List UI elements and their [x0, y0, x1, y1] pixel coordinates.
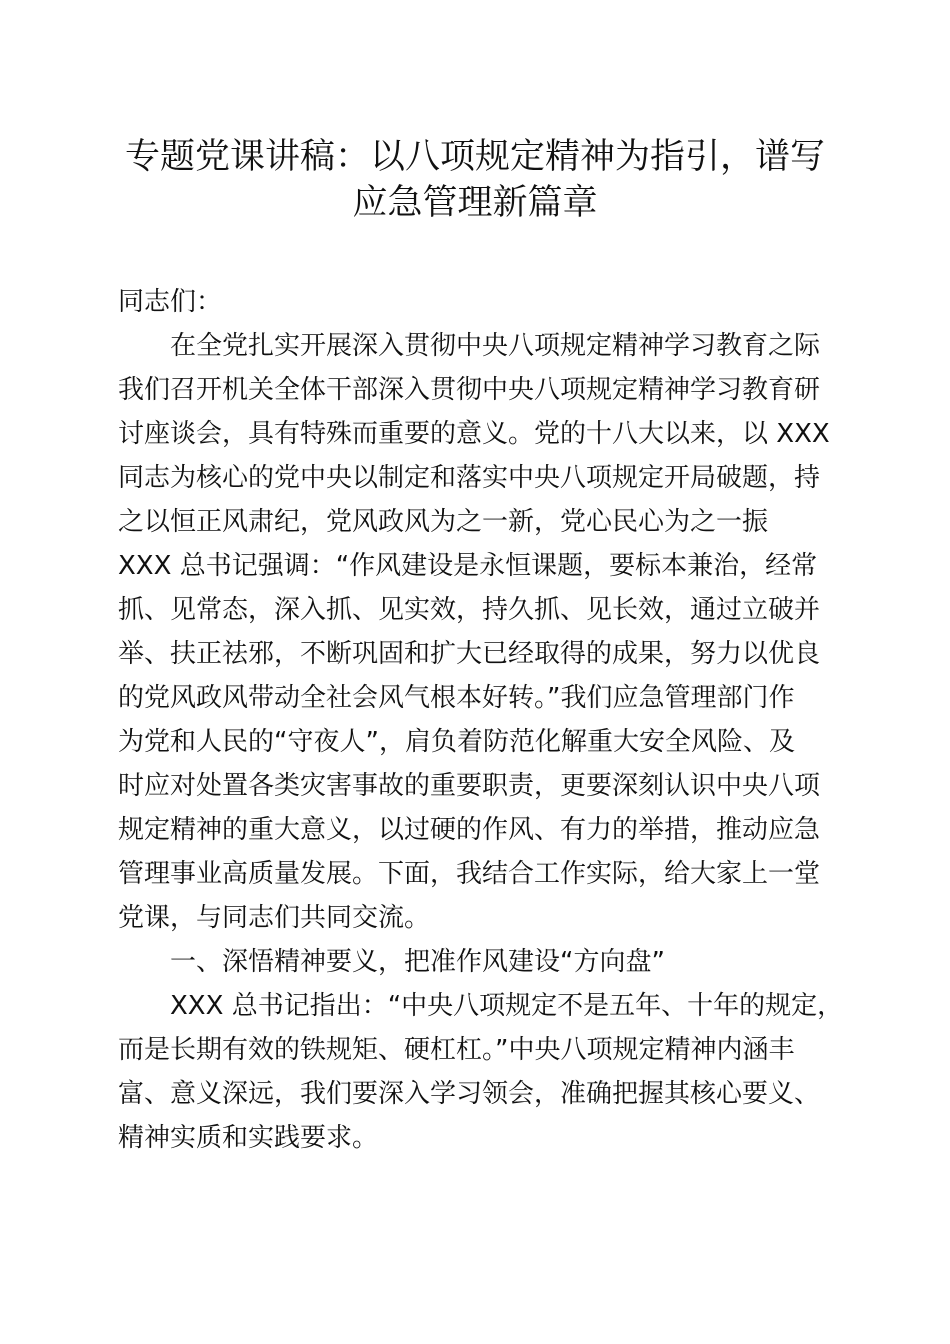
- paragraph-line: 富、意义深远，我们要深入学习领会，准确把握其核心要义、: [118, 1079, 821, 1109]
- paragraph-line: 举、扶正祛邪，不断巩固和扩大已经取得的成果，努力以优良: [118, 639, 821, 669]
- paragraph-line: 规定精神的重大意义，以过硬的作风、有力的举措，推动应急: [118, 815, 821, 845]
- paragraph-line: 为党和人民的“守夜人”，肩负着防范化解重大安全风险、及: [118, 727, 795, 757]
- paragraph-line: 抓、见常态，深入抓、见实效，持久抓、见长效，通过立破并: [118, 595, 821, 625]
- section-heading: 一、深悟精神要义，把准作风建设“方向盘”: [170, 947, 665, 977]
- paragraph-line: 而是长期有效的铁规矩、硬杠杠。”中央八项规定精神内涵丰: [118, 1035, 795, 1065]
- title-line: 应急管理新篇章: [352, 183, 598, 223]
- paragraph-line: XXX 总书记强调：“作风建设是永恒课题，要标本兼治，经常: [118, 551, 818, 581]
- paragraph-line: 精神实质和实践要求。: [118, 1123, 379, 1153]
- paragraph-line: 党课，与同志们共同交流。: [118, 903, 431, 933]
- paragraph-line: 的党风政风带动全社会风气根本好转。”我们应急管理部门作: [118, 683, 795, 713]
- paragraph-line: 之以恒正风肃纪，党风政风为之一新，党心民心为之一振: [118, 507, 769, 537]
- document-body: [118, 280, 844, 1160]
- paragraph-line: 管理事业高质量发展。下面，我结合工作实际，给大家上一堂: [118, 859, 821, 889]
- paragraph-line: 讨座谈会，具有特殊而重要的意义。党的十八大以来，以 XXX: [118, 419, 830, 449]
- title-line: 专题党课讲稿：以八项规定精神为指引，谱写: [124, 137, 825, 177]
- paragraph-line: 在全党扎实开展深入贯彻中央八项规定精神学习教育之际: [170, 331, 821, 361]
- paragraph-1: [118, 324, 828, 940]
- paragraph-line: 时应对处置各类灾害事故的重要职责，更要深刻认识中央八项: [118, 771, 821, 801]
- document-title: [100, 134, 850, 226]
- paragraph-line: 我们召开机关全体干部深入贯彻中央八项规定精神学习教育研: [118, 375, 821, 405]
- paragraph-line: 同志为核心的党中央以制定和落实中央八项规定开局破题，持: [118, 463, 821, 493]
- salutation: 同志们：: [118, 287, 223, 317]
- paragraph-2: [118, 984, 844, 1160]
- paragraph-line: XXX 总书记指出：“中央八项规定不是五年、十年的规定，: [170, 991, 844, 1021]
